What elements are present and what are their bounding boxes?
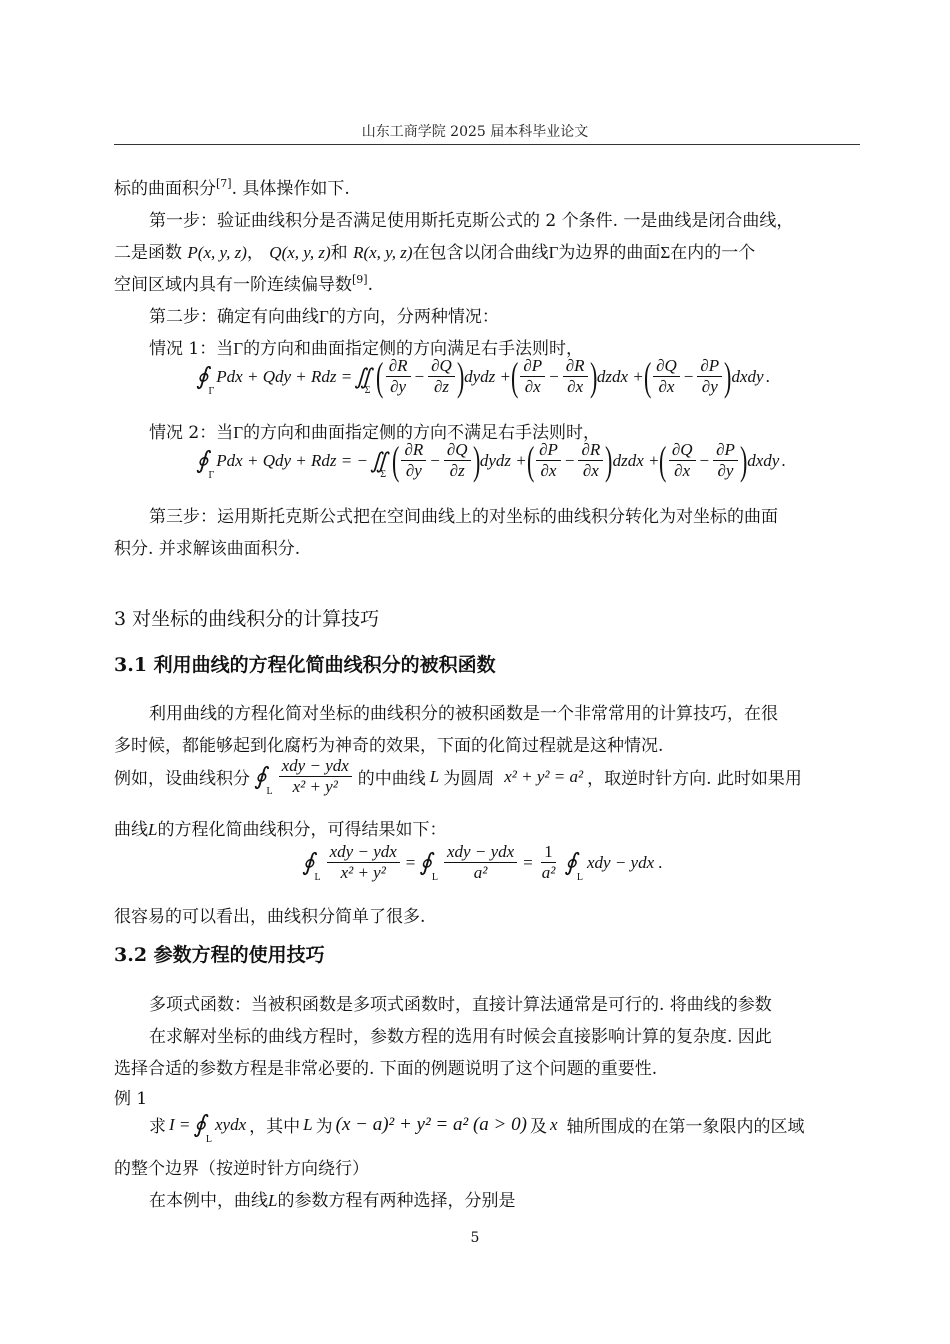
p31-line1: 利用曲线的方程化简对坐标的曲线积分的被积函数是一个非常常用的计算技巧，在很 xyxy=(149,704,778,724)
example-1-label: 例 1 xyxy=(114,1089,148,1109)
running-header: 山东工商学院 2025 届本科毕业论文 xyxy=(361,124,589,140)
final-line: 在本例中，曲线L的参数方程有两种选择，分别是 xyxy=(149,1191,516,1211)
p32-line1: 多项式函数：当被积函数是多项式函数时，直接计算法通常是可行的. 将曲线的参数 xyxy=(149,995,772,1015)
step1-line1: 第一步：验证曲线积分是否满足使用斯托克斯公式的 2 个条件. 一是曲线是闭合曲线， xyxy=(149,211,794,231)
case1-line: 情况 1：当Γ的方向和曲面指定侧的方向满足右手法则时， xyxy=(149,339,584,359)
stokes-formula-case1: $∮_\Gamma$ Pdx + Qdy + Rdz = $∬_\Sigma$ ( $\frac{\partial R}{\partial y}$ − $\frac{\partial Q}{\partial z}$ ) dydz + ( $\frac{\partial P}{\partial x}$ − $\frac{\partial R}{\partial x}$ ) dzdx + ( $\frac{\partial Q}{\partial x}$ − $\frac{\partial P}{\partial y}$ ) dxdy . xyxy=(196,353,770,399)
step2-line: 第二步：确定有向曲线Γ的方向，分两种情况： xyxy=(149,307,499,327)
step3-line2: 积分. 并求解该曲面积分. xyxy=(114,539,301,559)
simplification-formula: $∮_L$ $\frac{\text{xdy − ydx}}{\text{x² + y²}}$ = $∮_L$ $\frac{\text{xdy − ydx}}{\text{a²}}$ = $\frac{1}{\text{a²}}$ $∮_L$ xdy − ydx . xyxy=(302,842,663,883)
section-heading-3-2: 3.2 参数方程的使用技巧 xyxy=(114,944,325,966)
page-number: 5 xyxy=(470,1230,480,1246)
step1-line3: 空间区域内具有一阶连续偏导数[9]. xyxy=(114,273,373,295)
p32-line3: 选择合适的参数方程是非常必要的. 下面的例题说明了这个问题的重要性. xyxy=(114,1059,658,1079)
example-1-question: 求 I = $∮_L$ xydx ，其中 L 为 (x − a)² + y² = a² (a > 0) 及 x 轴所围成的在第一象限内的区域 xyxy=(149,1112,805,1145)
citation-ref: [9] xyxy=(352,273,368,286)
stokes-formula-case2: $∮_\Gamma$ Pdx + Qdy + Rdz = − $∬_\Sigma$ ( $\frac{\partial R}{\partial y}$ − $\frac{\partial Q}{\partial z}$ ) dydz + ( $\frac{\partial P}{\partial x}$ − $\frac{\partial R}{\partial x}$ ) dzdx + ( $\frac{\partial Q}{\partial x}$ − $\frac{\partial P}{\partial y}$ ) dxdy . xyxy=(196,437,786,483)
example-line: 例如，设曲线积分 $∮_L$ $\frac{\text{xdy − ydx}}{\text{x² + y²}}$ 的中曲线 L 为圆周 x² + y² = a² ，取逆时针方向. 此时如果用 xyxy=(114,756,802,797)
header-rule xyxy=(114,144,860,145)
p32-line2: 在求解对坐标的曲线方程时，参数方程的选用有时候会直接影响计算的复杂度. 因此 xyxy=(149,1027,772,1047)
paragraph-continuation: 标的曲面积分[7]. 具体操作如下. xyxy=(114,177,350,199)
example-conclusion: 很容易的可以看出，曲线积分简单了很多. xyxy=(114,907,426,927)
citation-ref: [7] xyxy=(216,177,232,190)
step1-line2: 二是函数 P(x, y, z)， Q(x, y, z)和 R(x, y, z)在包含以闭合曲线Γ为边界的曲面Σ在内的一个 xyxy=(114,243,756,263)
p31-line2: 多时候，都能够起到化腐朽为神奇的效果，下面的化简过程就是这种情况. xyxy=(114,736,664,756)
step3-line1: 第三步：运用斯托克斯公式把在空间曲线上的对坐标的曲线积分转化为对坐标的曲面 xyxy=(149,507,778,527)
example-1-question-line2: 的整个边界（按逆时针方向绕行） xyxy=(114,1159,369,1179)
section-heading-3: 3 对坐标的曲线积分的计算技巧 xyxy=(114,608,380,630)
section-heading-3-1: 3.1 利用曲线的方程化简曲线积分的被积函数 xyxy=(114,654,496,676)
example-line2: 曲线L的方程化简曲线积分，可得结果如下： xyxy=(114,820,447,840)
case2-line: 情况 2：当Γ的方向和曲面指定侧的方向不满足右手法则时， xyxy=(149,423,601,443)
